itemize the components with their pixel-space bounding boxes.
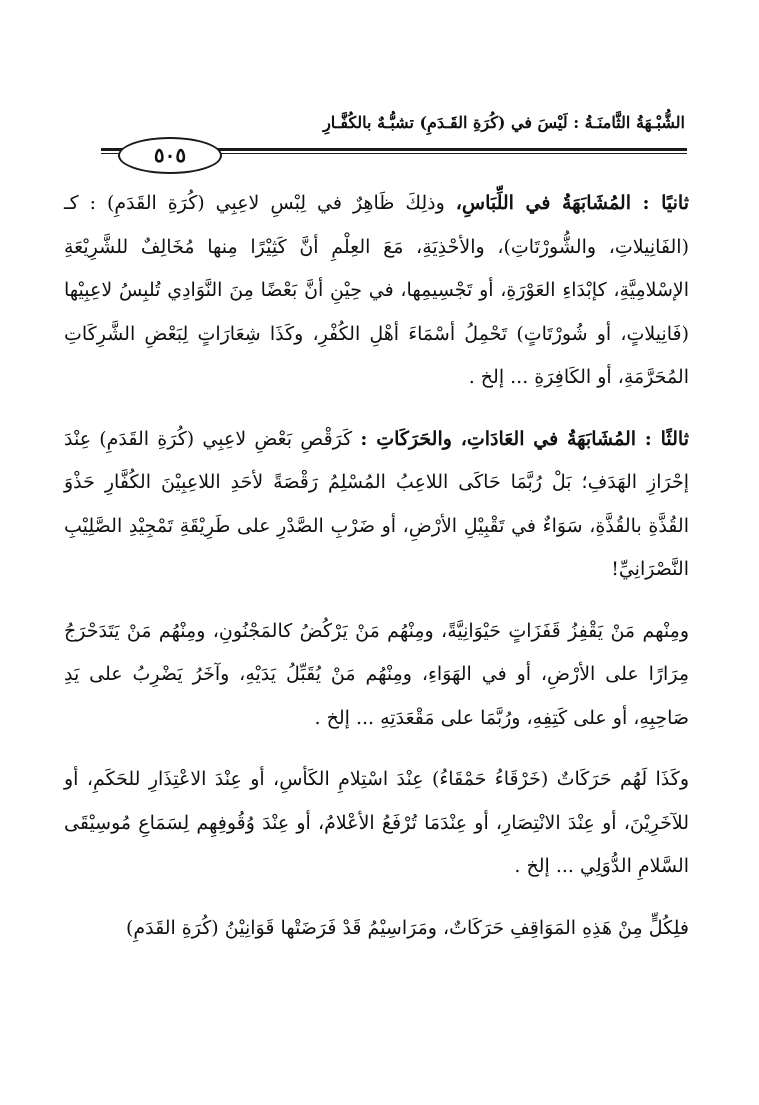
paragraph-text: كَرَقْصِ بَعْضِ لاعِبِي (كُرَةِ القَدَمِ) عِنْدَ إحْرَازِ الهَدَفِ؛ بَلْ رُبَّمَا حَاكَى اللاعِبُ المُسْلِمُ رَقْصَةً لأحَدِ اللاعِبِيْنَ الكُفَّارِ حَذْوَ القُذَّةِ بالقُذَّةِ، سَوَاءٌ في تَقْبِيْلِ الأرْضِ، أو ضَرْبِ الصَّدْرِ على طَرِيْقَةِ تَمْجِيْدِ الصَّلِيْبِ النَّصْرَانِيِّ! (64, 427, 689, 580)
running-header: الشُّبْـهَةُ الثَّامنَـةُ : لَيْسَ في (كُرَةِ القَـدَمِ) تشبُّـهٌ بالكُفَّـارِ (323, 113, 685, 132)
paragraph-lead: ثانيًا : المُشَابَهَةُ في اللِّبَاسِ، (455, 192, 689, 214)
paragraph-text: فلِكُلٍّ مِنْ هَذِهِ المَوَاقِفِ حَرَكَاتٌ، ومَرَاسِيْمُ قَدْ فَرَضَتْها قَوَانِيْنُ (كُرَةِ القَدَمِ) (125, 916, 689, 939)
paragraph-4 (64, 758, 689, 889)
paragraph-5 (64, 907, 689, 951)
page-number: ٥٠٥ (118, 137, 222, 174)
paragraph-2 (64, 418, 689, 592)
paragraph-3 (64, 610, 689, 741)
paragraph-1 (64, 182, 689, 400)
paragraph-lead: ثالثًا : المُشَابَهَةُ في العَادَاتِ، والحَرَكَاتِ : (360, 427, 689, 450)
paragraph-text: وكَذَا لَهُم حَرَكَاتٌ (خَرْقَاءُ حَمْقَاءُ) عِنْدَ اسْتِلامِ الكَأسِ، أو عِنْدَ الاعْتِذَارِ للحَكَمِ، أو للآخَرِيْنَ، أو عِنْدَ الانْتِصَارِ، أو عِنْدَمَا تُرْفَعُ الأعْلامُ، أو عِنْدَ وُقُوفِهِم لِسَمَاعِ مُوسِيْقَى السَّلامِ الدُّوَلِي ... إلخ . (64, 768, 689, 877)
paragraph-text: ومِنْهم مَنْ يَقْفِزُ قَفَزَاتٍ حَيْوَانِيَّةً، ومِنْهُم مَنْ يَرْكُضُ كالمَجْنُونِ، ومِنْهُم مَنْ يَتَدَحْرَجُ مِرَارًا على الأرْضِ، أو في الهَوَاءِ، ومِنْهُم مَنْ يُقَبِّلُ يَدَيْهِ، وآخَرُ يَضْرِبُ على يَدِ صَاحِبِهِ، أو على كَتِفِهِ، ورُبَّمَا على مَقْعَدَتِهِ ... إلخ . (64, 619, 689, 729)
body-text (64, 182, 689, 968)
paragraph-text: وذلِكَ ظَاهِرٌ في لِبْسِ لاعِبِي (كُرَةِ القَدَمِ) : كـ (الفَانِيلاتِ، والشُّورْتَاتِ)، والأحْذِيَةِ، مَعَ العِلْمِ أنَّ كَثِيْرًا مِنها مُخَالِفٌ للشَّرِيْعَةِ الإسْلامِيَّةِ، كإبْدَاءِ العَوْرَةِ، أو تَجْسِيمِها، في حِيْنِ أنَّ بَعْضًا مِنَ النَّوَادِي تُلبِسُ لاعِبِيْها (فَانِيلاتٍ، أو شُورْتَاتٍ) تَحْمِلُ أسْمَاءَ أهْلِ الكُفْرِ، وكَذَا شِعَارَاتٍ لِبَعْضِ الشَّرِكَاتِ المُحَرَّمَةِ، أو الكَافِرَةِ ... إلخ . (64, 192, 689, 388)
